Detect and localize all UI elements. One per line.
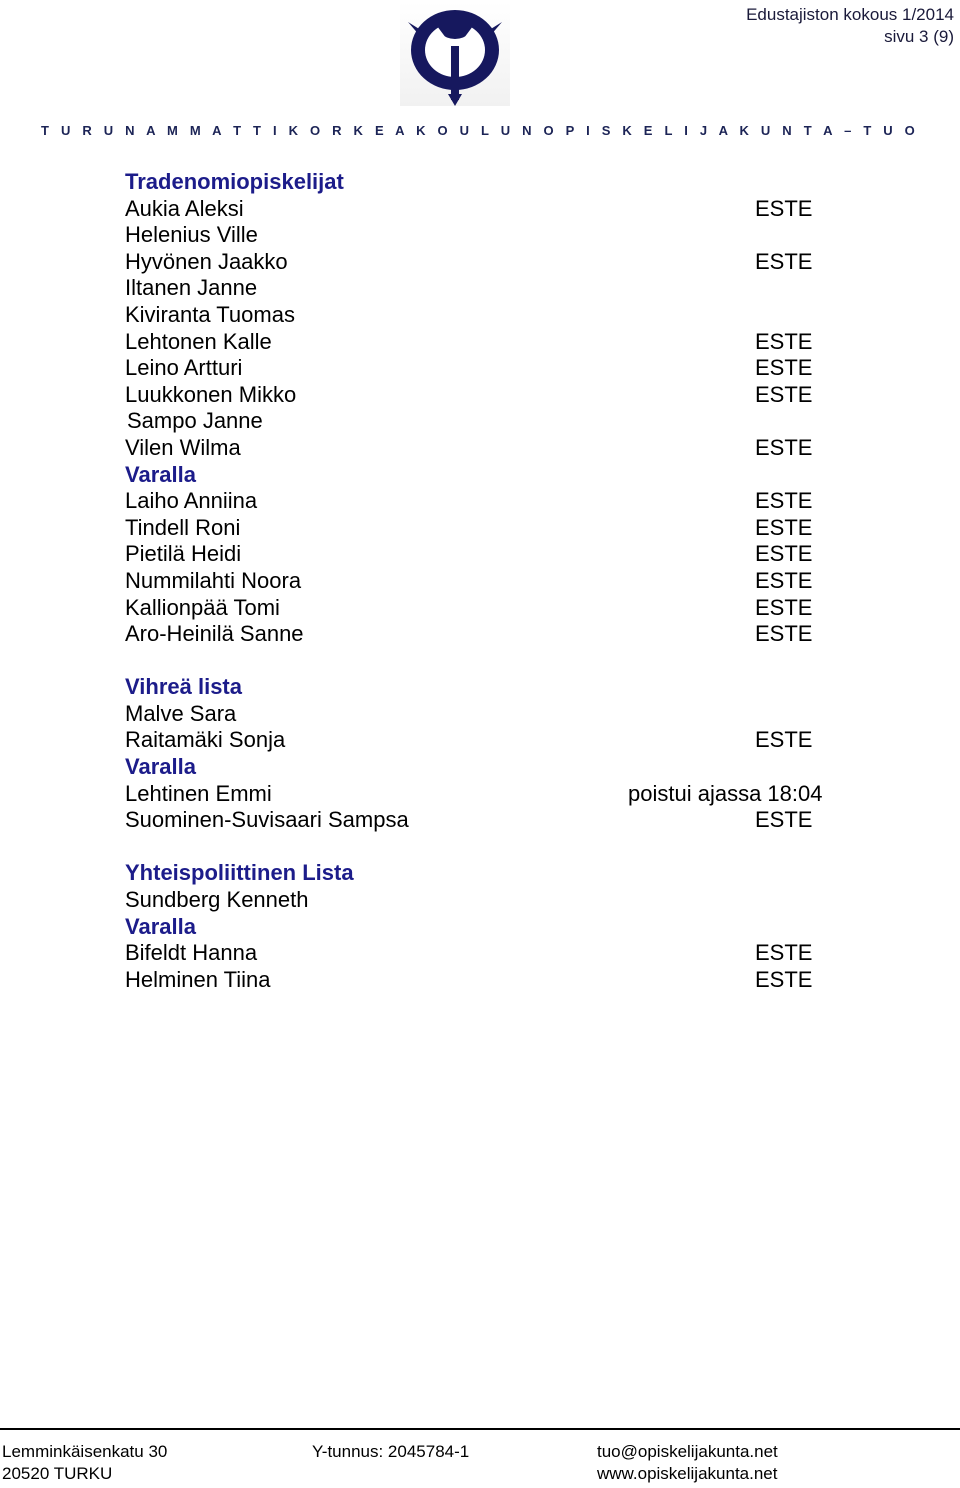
list-item bbox=[125, 302, 845, 329]
deputies-title: Varalla bbox=[125, 754, 196, 780]
list-item bbox=[125, 701, 845, 728]
footer-business-id: Y-tunnus: 2045784-1 bbox=[312, 1442, 470, 1461]
member-status: ESTE bbox=[755, 966, 813, 992]
member-status: ESTE bbox=[755, 940, 813, 966]
member-name: Aukia Aleksi bbox=[125, 195, 244, 221]
member-name: Bifeldt Hanna bbox=[125, 940, 258, 966]
list-item bbox=[125, 541, 845, 568]
list-item bbox=[125, 568, 845, 595]
footer-email[interactable]: tuo@opiskelijakunta.net bbox=[597, 1442, 778, 1461]
section-title: Tradenomiopiskelijat bbox=[125, 169, 344, 194]
list-item bbox=[125, 355, 845, 382]
member-status: poistui ajassa 18:04 bbox=[628, 780, 823, 806]
deputies-heading bbox=[125, 462, 845, 489]
member-status: ESTE bbox=[755, 514, 813, 540]
list-item bbox=[125, 807, 845, 834]
member-status: ESTE bbox=[755, 195, 813, 221]
deputies-heading bbox=[125, 754, 845, 781]
member-name: Vilen Wilma bbox=[125, 434, 241, 460]
member-status: ESTE bbox=[755, 727, 813, 753]
list-item bbox=[125, 781, 845, 808]
list-item bbox=[125, 222, 845, 249]
list-item bbox=[125, 249, 845, 276]
member-name: Luukkonen Mikko bbox=[125, 381, 297, 407]
list-item bbox=[125, 408, 845, 435]
organization-logo bbox=[400, 2, 510, 106]
member-name: Helminen Tiina bbox=[125, 966, 271, 992]
member-status: ESTE bbox=[755, 328, 813, 354]
member-name: Leino Artturi bbox=[125, 355, 243, 381]
member-name: Raitamäki Sonja bbox=[125, 727, 286, 753]
deputies-title: Varalla bbox=[125, 461, 196, 487]
list-item bbox=[125, 329, 845, 356]
member-name: Kiviranta Tuomas bbox=[125, 301, 295, 327]
member-status: ESTE bbox=[755, 807, 813, 833]
section-spacer bbox=[125, 834, 845, 861]
member-name: Iltanen Janne bbox=[125, 275, 258, 301]
section-heading bbox=[125, 674, 845, 701]
list-item bbox=[125, 435, 845, 462]
member-name: Sampo Janne bbox=[127, 408, 263, 434]
document-header-info bbox=[746, 4, 954, 48]
member-name: Tindell Roni bbox=[125, 514, 241, 540]
footer-website[interactable]: www.opiskelijakunta.net bbox=[597, 1464, 778, 1483]
member-status: ESTE bbox=[755, 594, 813, 620]
list-item bbox=[125, 275, 845, 302]
footer-divider bbox=[0, 1428, 960, 1430]
member-name: Sundberg Kenneth bbox=[125, 887, 309, 913]
member-name: Hyvönen Jaakko bbox=[125, 248, 288, 274]
footer-street: Lemminkäisenkatu 30 bbox=[2, 1442, 168, 1461]
section-title: Yhteispoliittinen Lista bbox=[125, 860, 354, 886]
deputies-heading bbox=[125, 914, 845, 941]
member-name: Malve Sara bbox=[125, 700, 237, 726]
section-title: Vihreä lista bbox=[125, 674, 242, 700]
member-name: Aro-Heinilä Sanne bbox=[125, 621, 304, 647]
section-heading bbox=[125, 860, 845, 887]
member-status: ESTE bbox=[755, 381, 813, 407]
list-item bbox=[125, 887, 845, 914]
page-number: sivu 3 (9) bbox=[884, 27, 954, 46]
member-name: Lehtonen Kalle bbox=[125, 328, 272, 354]
deputies-title: Varalla bbox=[125, 913, 196, 939]
footer-city: 20520 TURKU bbox=[2, 1464, 113, 1483]
attendance-list bbox=[125, 169, 845, 993]
member-status: ESTE bbox=[755, 541, 813, 567]
member-name: Laiho Anniina bbox=[125, 488, 258, 514]
list-item bbox=[125, 382, 845, 409]
organization-name: T U R U N A M M A T T I K O R K E A K O U L U N O P I S K E L I J A K U N T A – T U O bbox=[41, 123, 919, 138]
member-name: Nummilahti Noora bbox=[125, 567, 302, 593]
member-name: Suominen-Suvisaari Sampsa bbox=[125, 807, 409, 833]
member-name: Kallionpää Tomi bbox=[125, 594, 280, 620]
member-name: Helenius Ville bbox=[125, 222, 258, 248]
list-item bbox=[125, 621, 845, 648]
member-status: ESTE bbox=[755, 434, 813, 460]
member-name: Pietilä Heidi bbox=[125, 541, 242, 567]
member-status: ESTE bbox=[755, 355, 813, 381]
list-item bbox=[125, 967, 845, 994]
member-status: ESTE bbox=[755, 621, 813, 647]
member-status: ESTE bbox=[755, 567, 813, 593]
member-status: ESTE bbox=[755, 488, 813, 514]
list-item bbox=[125, 196, 845, 223]
member-name: Lehtinen Emmi bbox=[125, 780, 272, 806]
list-item bbox=[125, 488, 845, 515]
section-spacer bbox=[125, 648, 845, 675]
list-item bbox=[125, 595, 845, 622]
section-heading bbox=[125, 169, 845, 196]
list-item bbox=[125, 940, 845, 967]
meeting-title: Edustajiston kokous 1/2014 bbox=[746, 5, 954, 24]
list-item bbox=[125, 727, 845, 754]
member-status: ESTE bbox=[755, 248, 813, 274]
list-item bbox=[125, 515, 845, 542]
